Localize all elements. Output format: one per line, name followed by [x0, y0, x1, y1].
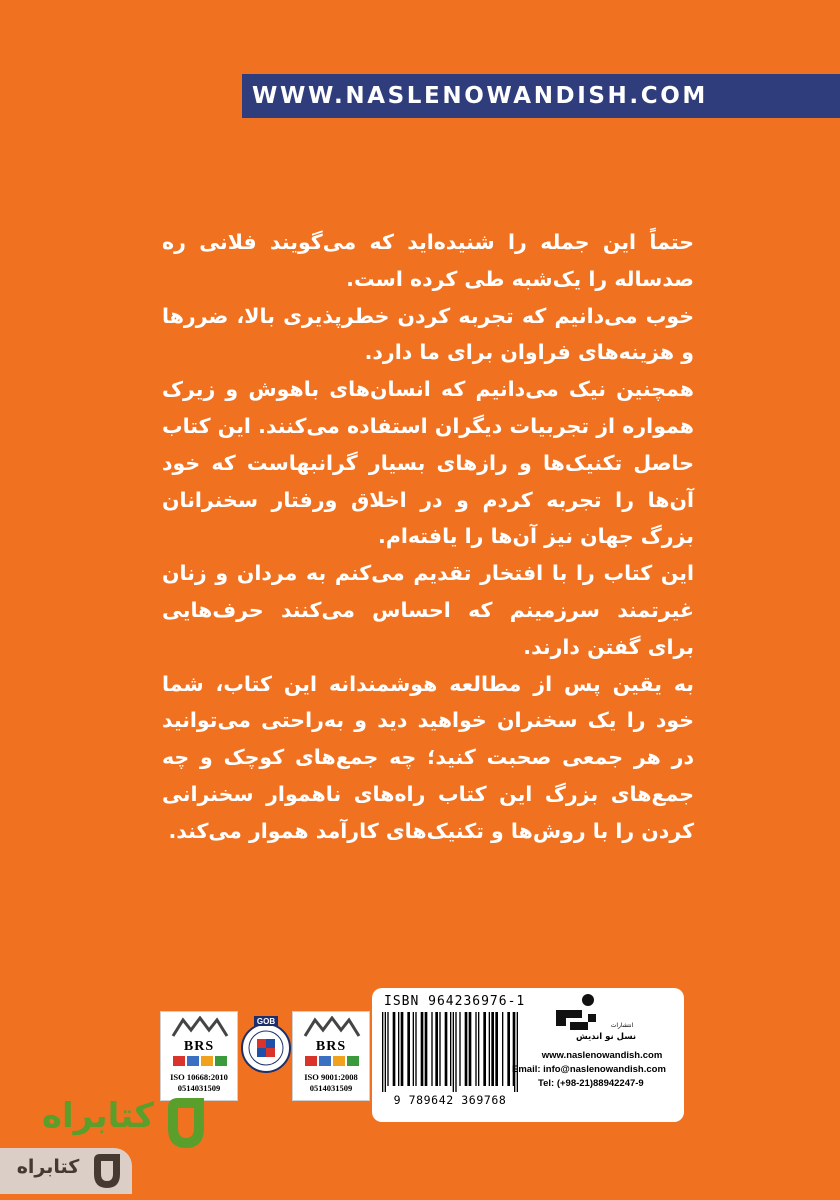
paragraph-4: این کتاب را با افتخار تقدیم می‌کنم به مردان و زنان غیرتمند سرزمینم که احساس می‌کنند حرف‌هایی برای گفتن دارند.	[162, 561, 694, 659]
barcode-bar	[495, 1012, 498, 1086]
cert-standard: ISO 9001:2008	[304, 1072, 358, 1082]
barcode-bar	[421, 1012, 424, 1086]
brs-mountain-icon	[303, 1016, 361, 1038]
barcode-bar	[450, 1012, 451, 1086]
cert-standard: ISO 10668:2010	[170, 1072, 228, 1082]
barcode-bar	[439, 1012, 440, 1086]
ketabrah-logo-icon	[160, 1094, 212, 1152]
barcode-bar	[465, 1012, 468, 1086]
isbn-panel	[372, 988, 684, 1122]
barcode-bar	[459, 1012, 460, 1086]
ketabrah-logo-icon	[90, 1152, 124, 1190]
watermark-text: کتابراه	[41, 1096, 154, 1136]
publisher-phone: Tel: (+98-21)88942247-9	[538, 1078, 644, 1089]
cert-number: 0514031509	[177, 1083, 221, 1093]
gob-seal-icon	[236, 1016, 296, 1076]
barcode-digits: 9 789642 369768	[393, 1093, 507, 1107]
back-cover-text	[162, 224, 694, 850]
barcode-bar	[483, 1012, 486, 1086]
barcode-bar	[514, 1012, 515, 1092]
publisher-logo-icon	[552, 992, 600, 1036]
seal-label: GOB	[256, 1017, 276, 1026]
barcode	[380, 1012, 520, 1092]
barcode-bar	[415, 1012, 416, 1086]
barcode-bar	[387, 1012, 388, 1086]
cert-number: 0514031509	[309, 1083, 353, 1093]
barcode-bar	[489, 1012, 490, 1086]
watermark-bottom	[0, 1148, 132, 1194]
barcode-bar	[491, 1012, 494, 1086]
barcode-bar	[431, 1012, 432, 1086]
paragraph-5: به یقین پس از مطالعه هوشمندانه این کتاب، شما خود را یک سخنران خواهید دید و به‌راحتی می‌توانید در هر جمعی صحبت کنید؛ چه جمع‌های کوچک و چه جمع‌های بزرگ این کتاب راه‌های ناهموار سخنرانی کردن را با روش‌ها و تکنیک‌های کارآمد هموار می‌کند.	[162, 671, 694, 843]
publisher-label: انتشارات	[610, 1022, 634, 1029]
paragraph-1: حتماً این جمله را شنیده‌اید که می‌گویند فلانی ره صدساله را یک‌شبه طی کرده است.	[162, 230, 694, 291]
publisher-website: www.naslenowandish.com	[541, 1050, 663, 1061]
barcode-bar	[469, 1012, 472, 1086]
barcode-bar	[382, 1012, 383, 1092]
website-url: WWW.NASLENOWANDISH.COM	[252, 83, 708, 109]
paragraph-3: همچنین نیک می‌دانیم که انسان‌های باهوش و زیرک همواره از تجربیات دیگران استفاده می‌کنند. این کتاب حاصل تکنیک‌ها و رازهای بسیار گرانبهاست که خود آن‌ها را تجربه کردم و در اخلاق ورفتار سخنرانان بزرگ جهان نیز آن‌ها را یافته‌ام.	[162, 377, 694, 549]
cert-brand: BRS	[183, 1039, 215, 1054]
barcode-bar	[475, 1012, 476, 1086]
barcode-bar	[393, 1012, 396, 1086]
barcode-bar	[398, 1012, 399, 1086]
barcode-bar	[517, 1012, 518, 1092]
barcode-bar	[425, 1012, 428, 1086]
cert-color-bar	[305, 1056, 359, 1066]
publisher-email: Email: info@naslenowandish.com	[512, 1064, 666, 1075]
cert-brand: BRS	[315, 1039, 347, 1054]
barcode-bar	[455, 1012, 456, 1092]
barcode-bar	[435, 1012, 438, 1086]
barcode-bar	[401, 1012, 404, 1086]
website-banner	[242, 74, 840, 118]
barcode-bar	[507, 1012, 510, 1086]
barcode-bar	[445, 1012, 448, 1086]
brs-mountain-icon	[171, 1016, 229, 1038]
certification-badge-left	[160, 1011, 238, 1101]
watermark-top	[41, 1090, 214, 1156]
paragraph-2: خوب می‌دانیم که تجربه کردن خطرپذیری بالا، ضررها و هزینه‌های فراوان برای ما دارد.	[162, 303, 694, 365]
barcode-bar	[478, 1012, 479, 1086]
barcode-bar	[502, 1012, 503, 1086]
barcode-bar	[413, 1012, 414, 1086]
barcode-bar	[385, 1012, 386, 1092]
watermark-text: کتابراه	[16, 1156, 80, 1178]
barcode-bar	[453, 1012, 454, 1092]
barcode-bar	[407, 1012, 410, 1086]
isbn-label: ISBN 964236976-1	[384, 994, 526, 1009]
cert-iso	[293, 1072, 369, 1094]
certification-badge-right	[292, 1011, 370, 1101]
cert-color-bar	[173, 1056, 227, 1066]
publisher-name: نسل نو اندیش	[575, 1032, 637, 1042]
